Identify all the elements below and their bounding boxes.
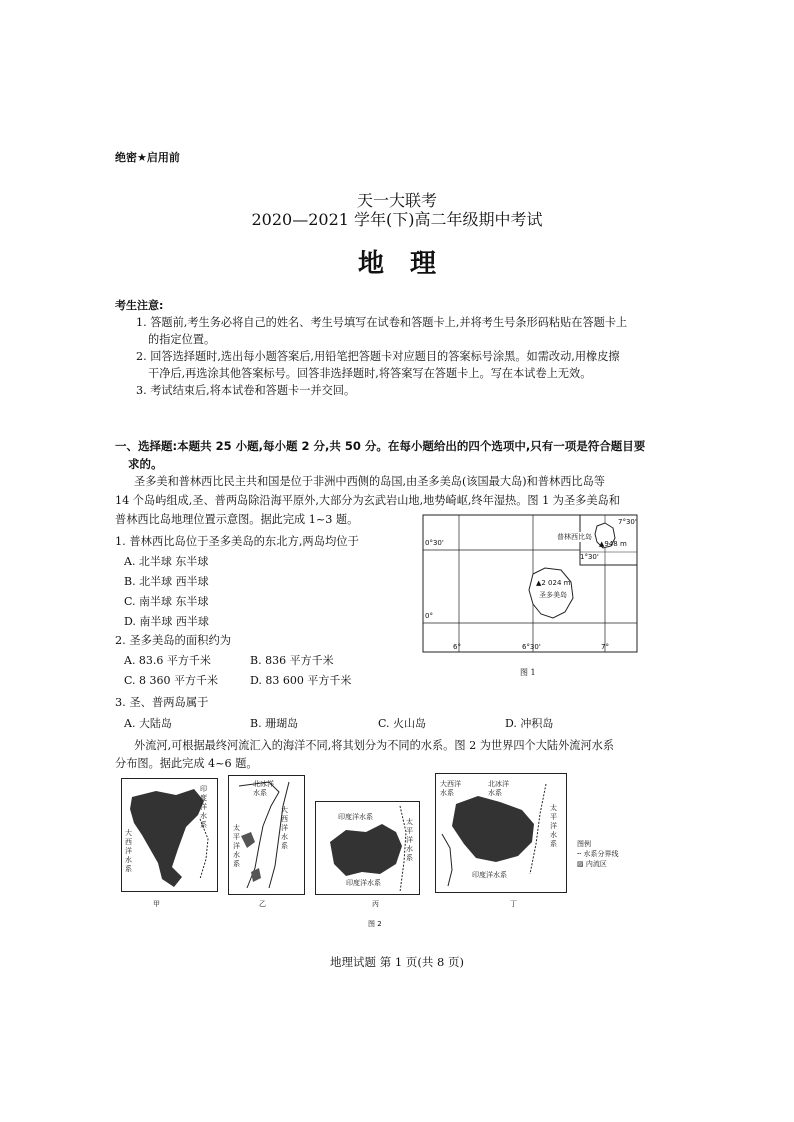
figure-2-caption: 图 2 <box>368 920 382 928</box>
option: C. 火山岛 <box>378 717 427 730</box>
notice-item: 干净后,再选涂其他答案标号。回答非选择题时,将答案写在答题卡上。写在本试卷上无效。 <box>148 367 592 380</box>
legend-divide-label: 水系分界线 <box>583 850 619 858</box>
drainage-label: 太平洋水系 <box>233 824 240 868</box>
section-heading <box>115 437 675 473</box>
legend-title: 图例 <box>577 840 591 848</box>
notice-item: 2. 回答选择题时,选出每小题答案后,用铅笔把答题卡对应题目的答案标号涂黑。如需改动,用橡皮擦 <box>136 350 620 363</box>
option: D. 83 600 平方千米 <box>250 674 352 687</box>
longitude-label: 6° <box>453 643 461 651</box>
option: D. 南半球 西半球 <box>124 615 209 628</box>
option: A. 83.6 平方千米 <box>124 654 211 667</box>
latitude-label: 0°30' <box>425 539 444 547</box>
legend-inland-label: 内流区 <box>585 860 607 868</box>
map-label-jia: 甲 <box>153 900 160 908</box>
option: C. 8 360 平方千米 <box>124 674 219 687</box>
notice-item: 3. 考试结束后,将本试卷和答题卡一并交回。 <box>136 384 356 397</box>
passage-line: 分布图。据此完成 4~6 题。 <box>115 757 258 770</box>
notice-item: 1. 答题前,考生务必将自己的姓名、考生号填写在试卷和答题卡上,并将考生号条形码粘贴在答题卡上 <box>136 316 628 329</box>
sao-tome-label: 圣多美岛 <box>539 591 567 599</box>
option: D. 冲积岛 <box>505 717 554 730</box>
longitude-label: 7°30' <box>618 518 637 526</box>
option: A. 北半球 东半球 <box>124 555 209 568</box>
exam-term-title: 2020—2021 学年(下)高二年级期中考试 <box>251 210 543 229</box>
legend-item <box>577 859 647 869</box>
drainage-label: 印度洋水系 <box>200 785 207 829</box>
option: B. 北半球 西半球 <box>124 575 209 588</box>
longitude-label: 7° <box>601 643 609 651</box>
figure-2 <box>115 773 675 935</box>
drainage-label: 北冰洋水系 <box>253 780 274 797</box>
latitude-label: 1°30' <box>580 553 599 561</box>
drainage-label: 太平洋水系 <box>550 804 557 848</box>
drainage-label: 大西洋水系 <box>281 806 288 850</box>
drainage-label: 印度洋水系 <box>346 879 381 887</box>
question-stem: 3. 圣、普两岛属于 <box>115 696 209 709</box>
drainage-label: 印度洋水系 <box>338 813 373 821</box>
legend-item <box>577 849 647 859</box>
confidential-mark: 绝密★启用前 <box>115 151 180 164</box>
exam-union-title: 天一大联考 <box>356 191 437 210</box>
section-heading-line: 一、选择题:本题共 25 小题,每小题 2 分,共 50 分。在每小题给出的四个选项中,只有一项是符合题目要 <box>115 439 646 453</box>
figure-1-caption: 图 1 <box>520 668 536 677</box>
continent-map-jia <box>121 778 218 892</box>
page-footer: 地理试题 第 1 页(共 8 页) <box>330 955 464 969</box>
passage-line: 14 个岛屿组成,圣、普两岛除沿海平原外,大部分为玄武岩山地,地势崎岖,终年湿热。图 1 为圣多美岛和 <box>115 494 620 507</box>
inland-area-icon: ▨ <box>577 860 586 868</box>
drainage-label: 印度洋水系 <box>472 871 507 879</box>
question-stem: 1. 普林西比岛位于圣多美岛的东北方,两岛均位于 <box>115 535 359 548</box>
section-heading-line: 求的。 <box>128 457 163 471</box>
map-label-ding: 丁 <box>510 900 517 908</box>
drainage-label: 大西洋水系 <box>440 780 461 797</box>
continent-map-ding <box>435 773 567 893</box>
latitude-label: 0° <box>425 612 433 620</box>
notice-heading: 考生注意: <box>115 299 164 312</box>
map-label-yi: 乙 <box>259 900 266 908</box>
continent-map-bing <box>315 801 420 895</box>
question-stem: 2. 圣多美岛的面积约为 <box>115 634 232 647</box>
figure-1-map <box>415 512 655 682</box>
principe-peak: ▲948 m <box>599 540 627 548</box>
figure-1 <box>415 512 655 682</box>
option: B. 836 平方千米 <box>250 654 334 667</box>
passage-line: 外流河,可根据最终河流汇入的海洋不同,将其划分为不同的水系。图 2 为世界四个大陆外流河水系 <box>134 739 615 752</box>
passage-line: 圣多美和普林西比民主共和国是位于非洲中西侧的岛国,由圣多美岛(该国最大岛)和普林西比岛等 <box>134 475 605 488</box>
sao-tome-peak: ▲2 024 m <box>536 579 571 587</box>
option: A. 大陆岛 <box>124 717 172 730</box>
notice-item: 的指定位置。 <box>148 333 216 346</box>
principe-label: 普林西比岛 <box>557 533 592 541</box>
option: C. 南半球 东半球 <box>124 595 209 608</box>
longitude-label: 6°30' <box>522 643 541 651</box>
drainage-label: 太平洋水系 <box>406 818 413 862</box>
drainage-label: 大西洋水系 <box>125 829 132 873</box>
figure-2-legend <box>577 839 647 869</box>
subject-title: 地理 <box>357 249 462 279</box>
passage-line: 普林西比岛地理位置示意图。据此完成 1~3 题。 <box>115 513 359 526</box>
divide-line-icon: ╌ <box>577 850 584 858</box>
continent-map-yi <box>228 775 305 895</box>
map-label-bing: 丙 <box>372 900 379 908</box>
drainage-label: 北冰洋水系 <box>488 780 509 797</box>
option: B. 珊瑚岛 <box>250 717 299 730</box>
